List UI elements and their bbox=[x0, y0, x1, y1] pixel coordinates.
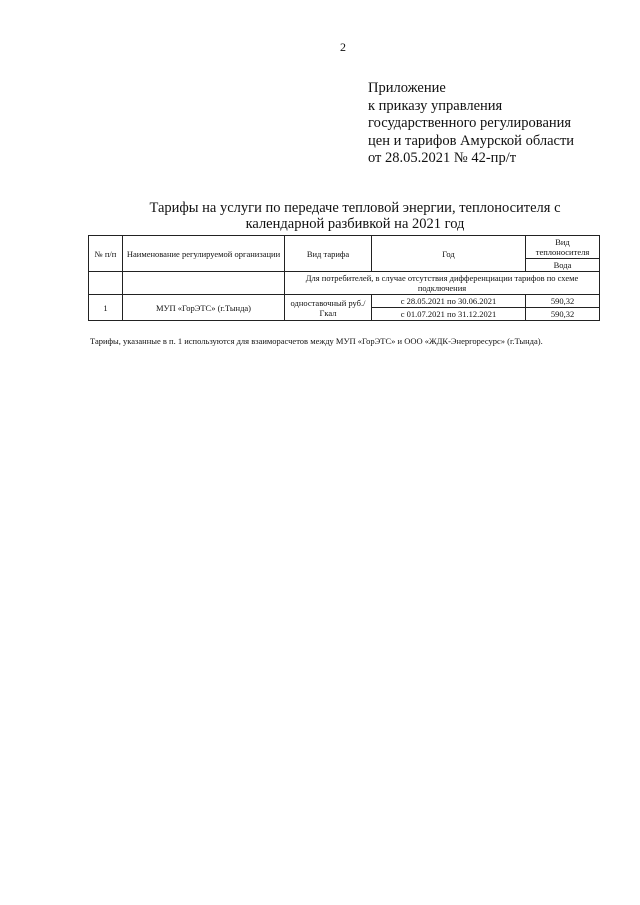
table-cell-empty bbox=[89, 272, 123, 295]
appendix-line: государственного регулирования bbox=[368, 115, 572, 131]
table-header-row bbox=[89, 236, 600, 259]
row-period: с 28.05.2021 по 30.06.2021 bbox=[372, 295, 526, 308]
header-water: Вода bbox=[526, 259, 600, 272]
footnote: Тарифы, указанные в п. 1 используются для взаиморасчетов между МУП «ГорЭТС» и ООО «ЖДК-Энергоресурс» (г.Тында). bbox=[90, 336, 543, 346]
header-year: Год bbox=[372, 236, 526, 272]
appendix-header bbox=[368, 80, 574, 168]
document-title: Тарифы на услуги по передаче тепловой энергии, теплоносителя с календарной разбивкой на 2021 год bbox=[149, 200, 561, 232]
header-tariff-type: Вид тарифа bbox=[285, 236, 372, 272]
table-row bbox=[89, 295, 600, 308]
appendix-line: от 28.05.2021 № 42-пр/т bbox=[368, 150, 517, 166]
header-carrier-type: Вид теплоносителя bbox=[526, 236, 600, 259]
header-num: № п/п bbox=[89, 236, 123, 272]
row-value: 590,32 bbox=[526, 295, 600, 308]
appendix-line: цен и тарифов Амурской области bbox=[368, 132, 575, 149]
table-row bbox=[89, 272, 600, 295]
header-org: Наименование регулируемой организации bbox=[123, 236, 285, 272]
appendix-line: к приказу управления bbox=[368, 97, 503, 114]
row-period: с 01.07.2021 по 31.12.2021 bbox=[372, 308, 526, 321]
appendix-line: Приложение bbox=[368, 80, 446, 96]
row-value: 590,32 bbox=[526, 308, 600, 321]
row-org: МУП «ГорЭТС» (г.Тында) bbox=[123, 295, 285, 321]
consumers-note: Для потребителей, в случае отсутствия дифференциации тарифов по схеме подключения bbox=[285, 272, 600, 295]
row-num: 1 bbox=[89, 295, 123, 321]
table-cell-empty bbox=[123, 272, 285, 295]
row-tariff-type: одноставочный руб./Гкал bbox=[285, 295, 372, 321]
page-number: 2 bbox=[340, 40, 346, 54]
tariff-table bbox=[88, 235, 600, 321]
